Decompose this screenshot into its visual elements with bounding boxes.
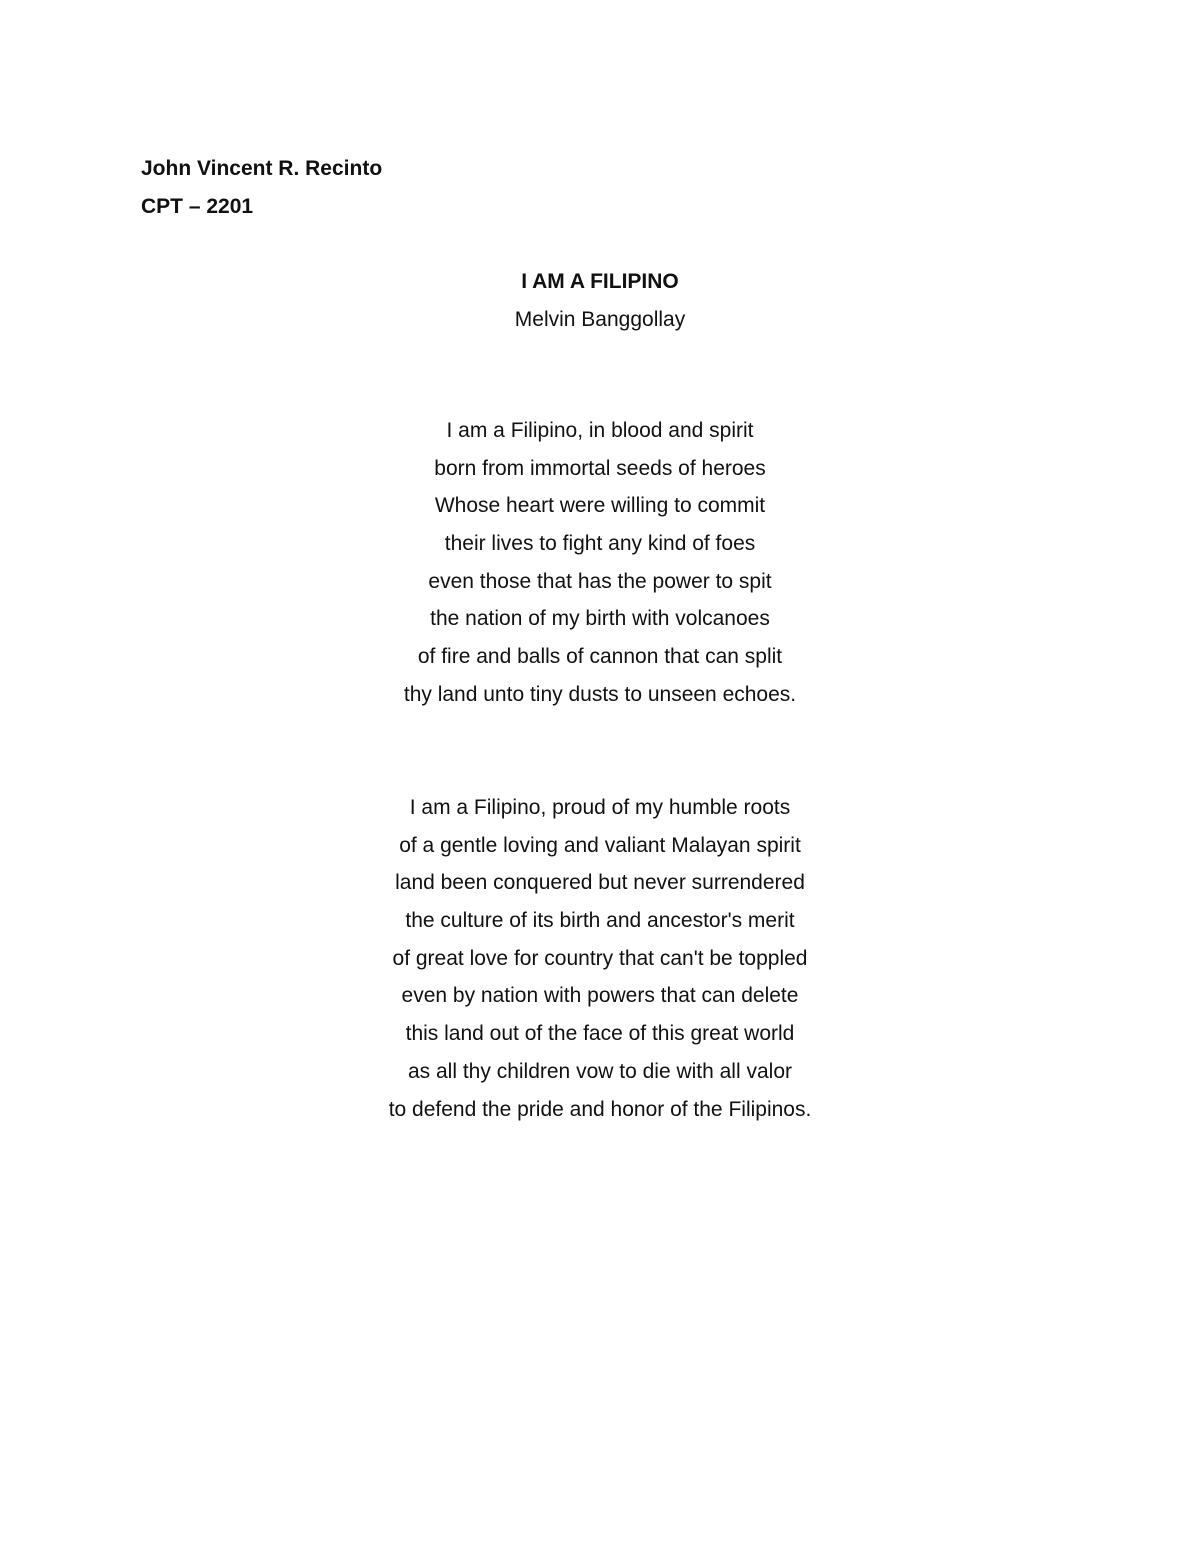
poem-line: I am a Filipino, in blood and spirit <box>446 419 754 442</box>
student-name: John Vincent R. Recinto <box>141 157 383 180</box>
poem-line: of great love for country that can't be toppled <box>392 946 808 970</box>
poem-line: thy land unto tiny dusts to unseen echoes. <box>403 682 797 706</box>
poem-line: to defend the pride and honor of the Filipinos. <box>388 1097 812 1121</box>
poem-line: I am a Filipino, proud of my humble roots <box>409 796 791 819</box>
student-section: CPT – 2201 <box>141 195 254 218</box>
poem-line: of a gentle loving and valiant Malayan spirit <box>399 833 801 857</box>
poem-stanza-2 <box>0 789 1200 1128</box>
poem-line: the nation of my birth with volcanoes <box>430 607 770 631</box>
poem-line: land been conquered but never surrendered <box>395 871 805 895</box>
poem-line: their lives to fight any kind of foes <box>444 532 756 556</box>
poem-heading <box>0 263 1200 339</box>
poem-author: Melvin Banggollay <box>514 308 686 331</box>
poem-line: as all thy children vow to die with all valor <box>407 1059 792 1083</box>
poem-line: this land out of the face of this great world <box>405 1022 795 1046</box>
poem-line: born from immortal seeds of heroes <box>434 456 766 480</box>
poem-line: even by nation with powers that can delete <box>401 984 799 1008</box>
poem-line: Whose heart were willing to commit <box>434 494 766 518</box>
poem-title: I AM A FILIPINO <box>521 270 679 293</box>
poem-line: even those that has the power to spit <box>428 569 772 593</box>
student-header <box>141 150 382 226</box>
poem-line: the culture of its birth and ancestor's merit <box>405 909 795 933</box>
poem-line: of fire and balls of cannon that can split <box>417 645 783 669</box>
poem-stanza-1 <box>0 412 1200 714</box>
